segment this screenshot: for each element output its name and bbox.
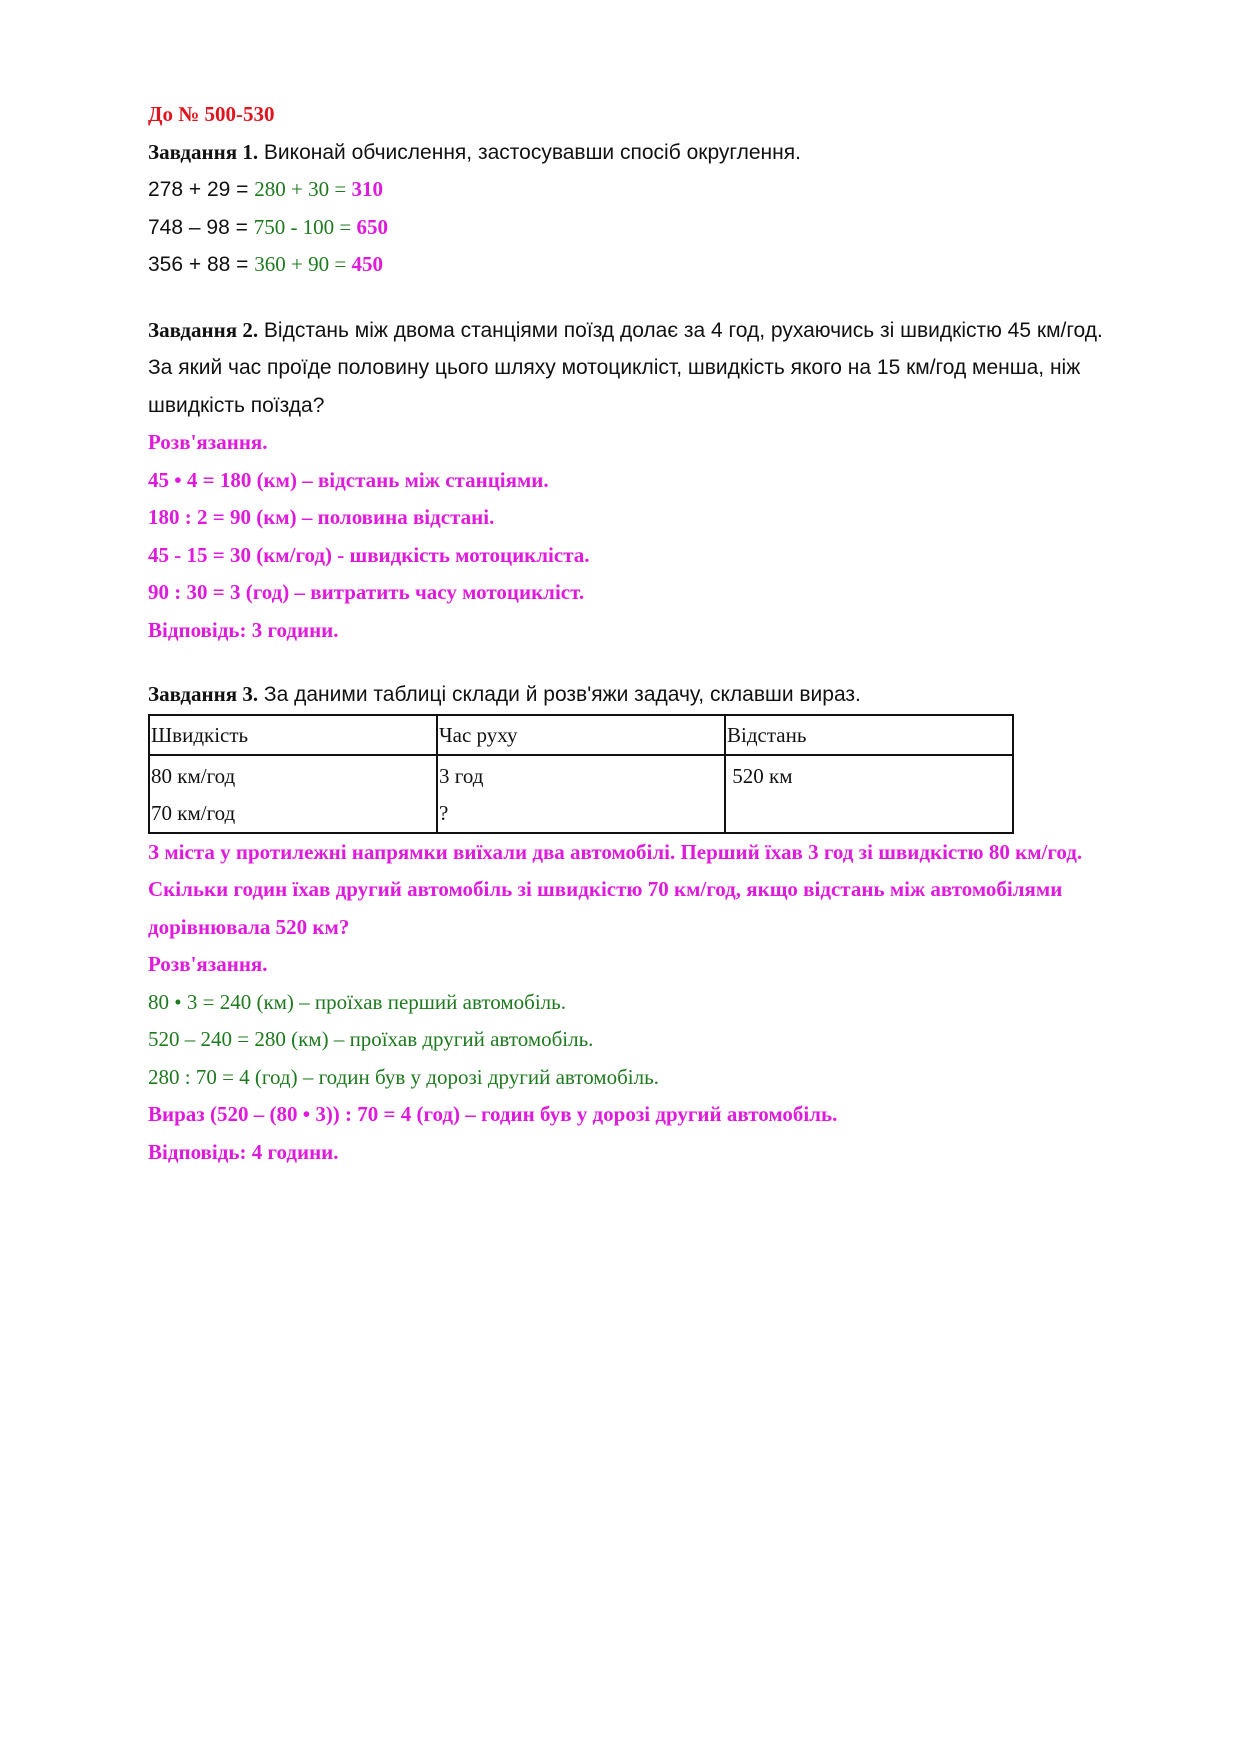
task3-label: Завдання 3. bbox=[148, 682, 259, 706]
task1-rounded: 280 + 30 = bbox=[254, 177, 352, 201]
task1-text: Виконай обчислення, застосувавши спосіб округлення. bbox=[258, 140, 801, 164]
task1-expression: 278 + 29 = bbox=[148, 178, 255, 201]
task1-expression: 356 + 88 = bbox=[148, 253, 255, 276]
table-cell-value: 520 км bbox=[727, 763, 793, 788]
table-cell-value: 3 год bbox=[439, 763, 484, 788]
task2-solution-step: 45 - 15 = 30 (км/год) - швидкість мотоцикліста. bbox=[148, 542, 590, 567]
table-cell-value: 80 км/год bbox=[151, 763, 236, 788]
table-cell-speed bbox=[149, 755, 437, 833]
spacer bbox=[148, 284, 1148, 312]
table-header-distance: Відстань bbox=[725, 715, 1013, 755]
task3-solution-title: Розв'язання. bbox=[148, 952, 268, 976]
table-header-speed: Швидкість bbox=[149, 715, 437, 755]
document-title: До № 500-530 bbox=[148, 102, 275, 126]
table-cell-time bbox=[437, 755, 725, 833]
spacer bbox=[148, 649, 1148, 676]
task1-row-2 bbox=[148, 209, 1148, 247]
task3-solution-step: 280 : 70 = 4 (год) – годин був у дорозі другий автомобіль. bbox=[148, 1064, 659, 1089]
table-header-time: Час руху bbox=[437, 715, 725, 755]
task3-problem-line-2: Скільки годин їхав другий автомобіль зі швидкістю 70 км/год, якщо відстань між автомобілями bbox=[148, 877, 1063, 901]
task2-answer: Відповідь: 3 години. bbox=[148, 617, 339, 642]
task3-answer: Відповідь: 4 години. bbox=[148, 1139, 339, 1164]
task2-solution-step: 45 • 4 = 180 (км) – відстань між станціями. bbox=[148, 467, 549, 492]
task1-row-1 bbox=[148, 171, 1148, 209]
task1-result: 450 bbox=[351, 252, 383, 276]
task2-solution-step: 180 : 2 = 90 (км) – половина відстані. bbox=[148, 505, 495, 529]
table-row bbox=[149, 755, 1013, 833]
task1-statement bbox=[148, 134, 1148, 172]
task2-statement-line-1 bbox=[148, 312, 1148, 350]
task1-row-3 bbox=[148, 246, 1148, 284]
task2-label: Завдання 2. bbox=[148, 317, 259, 342]
table-cell-value: 70 км/год bbox=[151, 800, 236, 825]
task3-table bbox=[148, 714, 1014, 834]
task1-result: 310 bbox=[351, 177, 383, 201]
task1-label: Завдання 1. bbox=[148, 139, 259, 164]
task3-problem-line-1: З міста у протилежні напрямки виїхали два автомобілі. Перший їхав 3 год зі швидкістю 80 км/год. bbox=[148, 839, 1083, 864]
task2-statement-line-2: За який час проїде половину цього шляху мотоцикліст, швидкість якого на 15 км/год менша, ніж bbox=[148, 356, 1081, 379]
task1-result: 650 bbox=[356, 214, 389, 239]
task1-rounded: 750 - 100 = bbox=[253, 214, 357, 239]
document-page bbox=[148, 96, 1148, 1171]
task3-expression: Вираз (520 – (80 • 3)) : 70 = 4 (год) – годин був у дорозі другий автомобіль. bbox=[148, 1102, 838, 1126]
task1-rounded: 360 + 90 = bbox=[254, 252, 352, 276]
task3-text: За даними таблиці склади й розв'яжи задачу, склавши вираз. bbox=[258, 683, 861, 706]
table-cell-distance bbox=[725, 755, 1013, 833]
task3-solution-step: 80 • 3 = 240 (км) – проїхав перший автомобіль. bbox=[148, 989, 566, 1014]
task2-statement-line-3: швидкість поїзда? bbox=[148, 393, 325, 417]
task3-solution-step: 520 – 240 = 280 (км) – проїхав другий автомобіль. bbox=[148, 1027, 594, 1051]
task3-statement bbox=[148, 676, 1148, 714]
table-cell-value: ? bbox=[439, 800, 449, 825]
task3-problem-line-3: дорівнювала 520 км? bbox=[148, 914, 350, 939]
task1-expression: 748 – 98 = bbox=[148, 215, 254, 239]
task2-solution-step: 90 : 30 = 3 (год) – витратить часу мотоцикліст. bbox=[148, 580, 585, 604]
task2-solution-title: Розв'язання. bbox=[148, 430, 268, 454]
task2-text: Відстань між двома станціями поїзд долає за 4 год, рухаючись зі швидкістю 45 км/год. bbox=[258, 318, 1103, 342]
table-header-row bbox=[149, 715, 1013, 755]
